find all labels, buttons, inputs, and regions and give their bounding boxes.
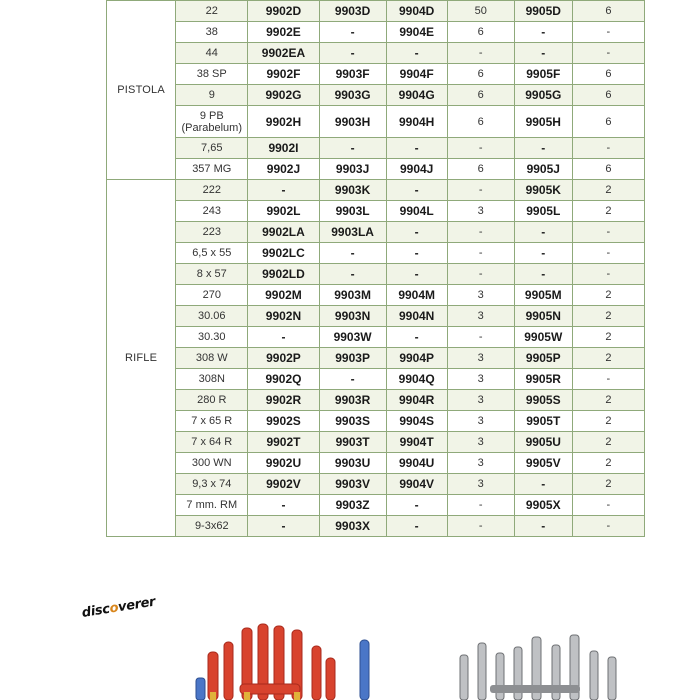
pack-count-cell: 2 [572,348,644,369]
pack-count-cell: 2 [572,411,644,432]
code-9905-cell: - [514,264,572,285]
code-9903-cell: 9903M [319,285,386,306]
code-9902-cell: 9902U [248,453,319,474]
code-9903-cell: - [319,369,386,390]
code-9902-cell: 9902Q [248,369,319,390]
code-9902-cell: - [248,495,319,516]
pack-count-cell: 2 [572,327,644,348]
caliber-cell: 30.30 [176,327,248,348]
pack-count-cell: 6 [572,159,644,180]
caliber-cell: 9-3x62 [176,516,248,537]
pack-count-cell: 6 [572,106,644,138]
quantity-cell: 6 [447,106,514,138]
code-9903-cell: - [319,264,386,285]
code-9902-cell: 9902LD [248,264,319,285]
caliber-cell: 7 x 64 R [176,432,248,453]
table-row [107,390,645,411]
code-9904-cell: 9904Q [386,369,447,390]
caliber-cell: 300 WN [176,453,248,474]
code-9902-cell: 9902T [248,432,319,453]
code-9904-cell: 9904U [386,453,447,474]
table-row [107,222,645,243]
code-9903-cell: 9903U [319,453,386,474]
caliber-cell: 38 SP [176,64,248,85]
code-9905-cell: 9905T [514,411,572,432]
caliber-cell: 308N [176,369,248,390]
caliber-cell: 22 [176,1,248,22]
table-row [107,516,645,537]
code-9904-cell: - [386,138,447,159]
pack-count-cell: 2 [572,180,644,201]
code-9904-cell: - [386,180,447,201]
code-9902-cell: 9902N [248,306,319,327]
pack-count-cell: - [572,264,644,285]
table-row [107,327,645,348]
code-9904-cell: 9904H [386,106,447,138]
caliber-cell: 7,65 [176,138,248,159]
quantity-cell: 6 [447,22,514,43]
quantity-cell: 3 [447,285,514,306]
table-row [107,306,645,327]
code-9902-cell: - [248,516,319,537]
quantity-cell: - [447,243,514,264]
table-row [107,138,645,159]
table-row [107,22,645,43]
pack-count-cell: - [572,243,644,264]
code-9903-cell: 9903Z [319,495,386,516]
caliber-cell: 222 [176,180,248,201]
code-9902-cell: 9902M [248,285,319,306]
code-9903-cell: 9903T [319,432,386,453]
code-9902-cell: 9902J [248,159,319,180]
table-row [107,495,645,516]
code-9905-cell: 9905H [514,106,572,138]
quantity-cell: - [447,222,514,243]
code-9904-cell: 9904M [386,285,447,306]
quantity-cell: - [447,516,514,537]
code-9903-cell: 9903K [319,180,386,201]
code-9905-cell: 9905X [514,495,572,516]
table-row [107,85,645,106]
quantity-cell: 6 [447,159,514,180]
discoverer-logo: discoverer [80,594,157,621]
table-row [107,1,645,22]
code-9903-cell: 9903N [319,306,386,327]
code-9903-cell: 9903F [319,64,386,85]
quantity-cell: 3 [447,369,514,390]
code-9903-cell: 9903L [319,201,386,222]
code-9905-cell: 9905R [514,369,572,390]
quantity-cell: 3 [447,432,514,453]
code-9902-cell: 9902H [248,106,319,138]
code-9905-cell: 9905N [514,306,572,327]
code-9903-cell: 9903G [319,85,386,106]
code-9905-cell: 9905U [514,432,572,453]
code-9902-cell: - [248,327,319,348]
quantity-cell: 3 [447,411,514,432]
code-9905-cell: - [514,516,572,537]
caliber-cell: 7 mm. RM [176,495,248,516]
pack-count-cell: 6 [572,64,644,85]
caliber-cell: 8 x 57 [176,264,248,285]
quantity-cell: 3 [447,390,514,411]
code-9904-cell: - [386,43,447,64]
code-9905-cell: 9905S [514,390,572,411]
quantity-cell: 3 [447,348,514,369]
code-9902-cell: 9902S [248,411,319,432]
quantity-cell: 6 [447,85,514,106]
code-9905-cell: 9905L [514,201,572,222]
quantity-cell: 3 [447,306,514,327]
pack-count-cell: 2 [572,306,644,327]
code-9904-cell: - [386,264,447,285]
code-9905-cell: - [514,474,572,495]
caliber-cell: 270 [176,285,248,306]
code-9903-cell: 9903H [319,106,386,138]
code-9903-cell: - [319,22,386,43]
pack-count-cell: - [572,222,644,243]
table-row [107,411,645,432]
caliber-cell: 243 [176,201,248,222]
quantity-cell: - [447,495,514,516]
code-9905-cell: 9905D [514,1,572,22]
code-9902-cell: 9902D [248,1,319,22]
table-row [107,474,645,495]
code-9902-cell: 9902V [248,474,319,495]
code-9905-cell: 9905G [514,85,572,106]
table-row [107,243,645,264]
code-9904-cell: - [386,516,447,537]
caliber-cell: 308 W [176,348,248,369]
silver-dummy-rounds-photo [440,625,630,700]
pack-count-cell: - [572,516,644,537]
code-9903-cell: 9903X [319,516,386,537]
caliber-cell: 30.06 [176,306,248,327]
code-9903-cell: 9903LA [319,222,386,243]
code-9905-cell: - [514,222,572,243]
code-9903-cell: 9903J [319,159,386,180]
caliber-line: (Parabelum) [181,121,243,134]
caliber-cell: 9 [176,85,248,106]
code-9905-cell: - [514,22,572,43]
table-row [107,369,645,390]
code-9902-cell: 9902R [248,390,319,411]
table-row [107,43,645,64]
group-label-cell: PISTOLA [107,1,176,180]
code-9905-cell: 9905J [514,159,572,180]
code-9905-cell: - [514,243,572,264]
pack-count-cell: 2 [572,201,644,222]
pack-count-cell: - [572,43,644,64]
code-9902-cell: 9902LA [248,222,319,243]
code-9904-cell: 9904E [386,22,447,43]
code-9905-cell: 9905W [514,327,572,348]
code-9902-cell: 9902L [248,201,319,222]
code-9903-cell: 9903S [319,411,386,432]
code-9904-cell: - [386,243,447,264]
pack-count-cell: 2 [572,390,644,411]
table-row [107,201,645,222]
code-9904-cell: 9904J [386,159,447,180]
group-label-cell: RIFLE [107,180,176,537]
caliber-cell: 6,5 x 55 [176,243,248,264]
code-9903-cell: 9903P [319,348,386,369]
code-9904-cell: 9904D [386,1,447,22]
quantity-cell: - [447,327,514,348]
caliber-line: 9 PB [199,109,224,122]
quantity-cell: - [447,138,514,159]
code-9902-cell: 9902G [248,85,319,106]
quantity-cell: - [447,43,514,64]
code-9905-cell: - [514,138,572,159]
code-9905-cell: 9905V [514,453,572,474]
table-row [107,432,645,453]
pack-count-cell: 2 [572,432,644,453]
pack-count-cell: 6 [572,1,644,22]
table-row [107,453,645,474]
caliber-cell: 280 R [176,390,248,411]
code-9905-cell: 9905F [514,64,572,85]
code-9904-cell: 9904T [386,432,447,453]
ammo-catalog-table [106,0,645,537]
code-9905-cell: 9905K [514,180,572,201]
code-9904-cell: 9904P [386,348,447,369]
pack-count-cell: - [572,22,644,43]
code-9903-cell: 9903D [319,1,386,22]
pack-count-cell: 6 [572,85,644,106]
caliber-cell: 357 MG [176,159,248,180]
caliber-cell [176,106,248,138]
pack-count-cell: 2 [572,474,644,495]
code-9904-cell: 9904G [386,85,447,106]
code-9904-cell: - [386,222,447,243]
code-9903-cell: - [319,138,386,159]
code-9904-cell: 9904F [386,64,447,85]
code-9904-cell: 9904V [386,474,447,495]
quantity-cell: 3 [447,453,514,474]
table-row [107,285,645,306]
table-row [107,159,645,180]
quantity-cell: - [447,180,514,201]
code-9905-cell: 9905M [514,285,572,306]
code-9902-cell: 9902F [248,64,319,85]
code-9902-cell: - [248,180,319,201]
code-9903-cell: - [319,43,386,64]
code-9903-cell: 9903R [319,390,386,411]
pack-count-cell: 2 [572,453,644,474]
code-9903-cell: 9903V [319,474,386,495]
code-9902-cell: 9902E [248,22,319,43]
code-9904-cell: - [386,327,447,348]
code-9902-cell: 9902I [248,138,319,159]
caliber-cell: 7 x 65 R [176,411,248,432]
table-row [107,348,645,369]
caliber-cell: 44 [176,43,248,64]
quantity-cell: 6 [447,64,514,85]
pack-count-cell: 2 [572,285,644,306]
caliber-cell: 38 [176,22,248,43]
quantity-cell: 3 [447,201,514,222]
table-row [107,264,645,285]
code-9902-cell: 9902EA [248,43,319,64]
pack-count-cell: - [572,369,644,390]
caliber-cell: 223 [176,222,248,243]
table-row [107,180,645,201]
quantity-cell: 3 [447,474,514,495]
red-dummy-rounds-photo [180,600,380,700]
code-9902-cell: 9902P [248,348,319,369]
pack-count-cell: - [572,138,644,159]
code-9904-cell: - [386,495,447,516]
quantity-cell: - [447,264,514,285]
caliber-cell: 9,3 x 74 [176,474,248,495]
quantity-cell: 50 [447,1,514,22]
code-9903-cell: - [319,243,386,264]
code-9904-cell: 9904S [386,411,447,432]
code-9904-cell: 9904L [386,201,447,222]
table-row [107,64,645,85]
code-9905-cell: - [514,43,572,64]
code-9903-cell: 9903W [319,327,386,348]
table-row [107,106,645,138]
code-9904-cell: 9904N [386,306,447,327]
pack-count-cell: - [572,495,644,516]
code-9905-cell: 9905P [514,348,572,369]
code-9902-cell: 9902LC [248,243,319,264]
code-9904-cell: 9904R [386,390,447,411]
